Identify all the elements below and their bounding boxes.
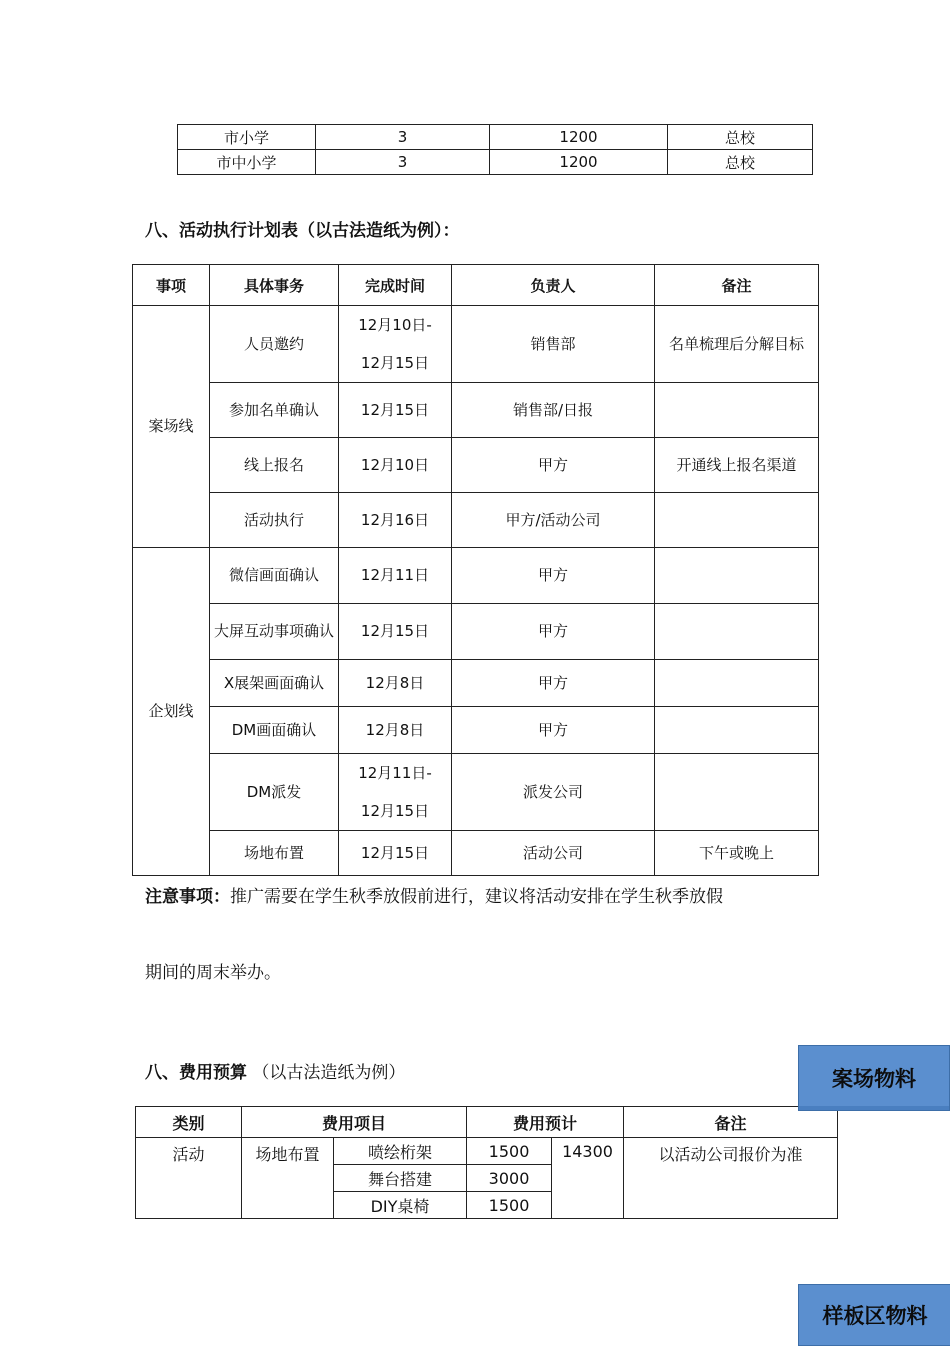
owner-cell: 派发公司: [452, 754, 655, 831]
budget-title-sub: （以古法造纸为例）: [252, 1063, 406, 1083]
count-cell: 3: [316, 150, 490, 175]
budget-title-main: 八、费用预算: [145, 1063, 247, 1083]
group-cell: 企划线: [133, 548, 210, 876]
note-cell: [655, 604, 819, 660]
notice-text: 推广需要在学生秋季放假前进行，建议将活动安排在学生秋季放假: [230, 887, 723, 907]
note-cell: 名单梳理后分解目标: [655, 306, 819, 383]
notice-line-2: 期间的周末举办。: [145, 963, 281, 983]
table-header-row: [133, 265, 819, 306]
task-cell: 线上报名: [210, 438, 339, 493]
table-row: [133, 438, 819, 493]
owner-cell: 活动公司: [452, 831, 655, 876]
table-row: [178, 150, 813, 175]
time-cell: 12月15日: [339, 383, 452, 438]
note-cell: [655, 660, 819, 707]
task-cell: 人员邀约: [210, 306, 339, 383]
table-row: [133, 306, 819, 383]
header-cell: 备注: [655, 265, 819, 306]
task-cell: DM派发: [210, 754, 339, 831]
header-cell: 类别: [136, 1107, 242, 1138]
item-name: 舞台搭建: [334, 1165, 467, 1192]
table-row: [133, 493, 819, 548]
campus-cell: 总校: [668, 125, 813, 150]
item-name: DIY桌椅: [334, 1192, 467, 1219]
section-heading-budget: [145, 1058, 405, 1083]
time-cell: 12月15日: [339, 831, 452, 876]
table-row: [178, 125, 813, 150]
header-cell: 具体事务: [210, 265, 339, 306]
note-cell: [655, 707, 819, 754]
total-cost: 14300: [552, 1138, 624, 1219]
count-cell: 3: [316, 125, 490, 150]
section-heading-plan: 八、活动执行计划表（以古法造纸为例）：: [145, 221, 460, 241]
note-cell: [655, 548, 819, 604]
time-start: 12月11日-: [358, 764, 432, 782]
table-row: [133, 831, 819, 876]
table-row: [133, 707, 819, 754]
item-cost: 1500: [467, 1138, 552, 1165]
owner-cell: 甲方: [452, 707, 655, 754]
time-cell: 12月15日: [339, 604, 452, 660]
note-cell: [655, 493, 819, 548]
task-cell: 活动执行: [210, 493, 339, 548]
time-cell: 12月8日: [339, 707, 452, 754]
header-cell: 备注: [624, 1107, 838, 1138]
task-cell: DM画面确认: [210, 707, 339, 754]
header-cell: 费用预计: [467, 1107, 624, 1138]
item-group-cell: 场地布置: [242, 1138, 334, 1219]
group-cell: 案场线: [133, 306, 210, 548]
time-cell: 12月10日: [339, 438, 452, 493]
campus-cell: 总校: [668, 150, 813, 175]
sample-materials-tab[interactable]: 样板区物料: [798, 1284, 950, 1346]
owner-cell: 甲方: [452, 660, 655, 707]
case-materials-tab[interactable]: 案场物料: [798, 1045, 950, 1111]
plan-table: [132, 264, 819, 876]
owner-cell: 销售部/日报: [452, 383, 655, 438]
table-header-row: [136, 1107, 838, 1138]
item-name: 喷绘桁架: [334, 1138, 467, 1165]
header-cell: 事项: [133, 265, 210, 306]
notice-label: 注意事项：: [145, 887, 230, 907]
time-cell: [339, 754, 452, 831]
owner-cell: 甲方: [452, 438, 655, 493]
task-cell: 微信画面确认: [210, 548, 339, 604]
time-start: 12月10日-: [358, 316, 432, 334]
time-cell: [339, 306, 452, 383]
note-cell: 开通线上报名渠道: [655, 438, 819, 493]
header-cell: 负责人: [452, 265, 655, 306]
time-end: 12月15日: [360, 802, 430, 820]
time-cell: 12月8日: [339, 660, 452, 707]
notice-line-1: [145, 882, 723, 907]
note-cell: 下午或晚上: [655, 831, 819, 876]
table-row: [133, 383, 819, 438]
category-cell: 活动: [136, 1138, 242, 1219]
school-table: [177, 124, 813, 175]
value-cell: 1200: [490, 150, 668, 175]
school-name: 市小学: [178, 125, 316, 150]
task-cell: X展架画面确认: [210, 660, 339, 707]
school-name: 市中小学: [178, 150, 316, 175]
table-row: [133, 548, 819, 604]
item-cost: 1500: [467, 1192, 552, 1219]
table-row: [133, 754, 819, 831]
note-cell: [655, 383, 819, 438]
time-cell: 12月16日: [339, 493, 452, 548]
table-row: [136, 1138, 838, 1165]
owner-cell: 销售部: [452, 306, 655, 383]
item-cost: 3000: [467, 1165, 552, 1192]
owner-cell: 甲方: [452, 548, 655, 604]
task-cell: 场地布置: [210, 831, 339, 876]
owner-cell: 甲方: [452, 604, 655, 660]
owner-cell: 甲方/活动公司: [452, 493, 655, 548]
header-cell: 费用项目: [242, 1107, 467, 1138]
task-cell: 大屏互动事项确认: [210, 604, 339, 660]
task-cell: 参加名单确认: [210, 383, 339, 438]
header-cell: 完成时间: [339, 265, 452, 306]
table-row: [133, 604, 819, 660]
value-cell: 1200: [490, 125, 668, 150]
remark-cell: 以活动公司报价为准: [624, 1138, 838, 1219]
time-end: 12月15日: [360, 354, 430, 372]
time-cell: 12月11日: [339, 548, 452, 604]
note-cell: [655, 754, 819, 831]
table-row: [133, 660, 819, 707]
budget-table: [135, 1106, 838, 1219]
